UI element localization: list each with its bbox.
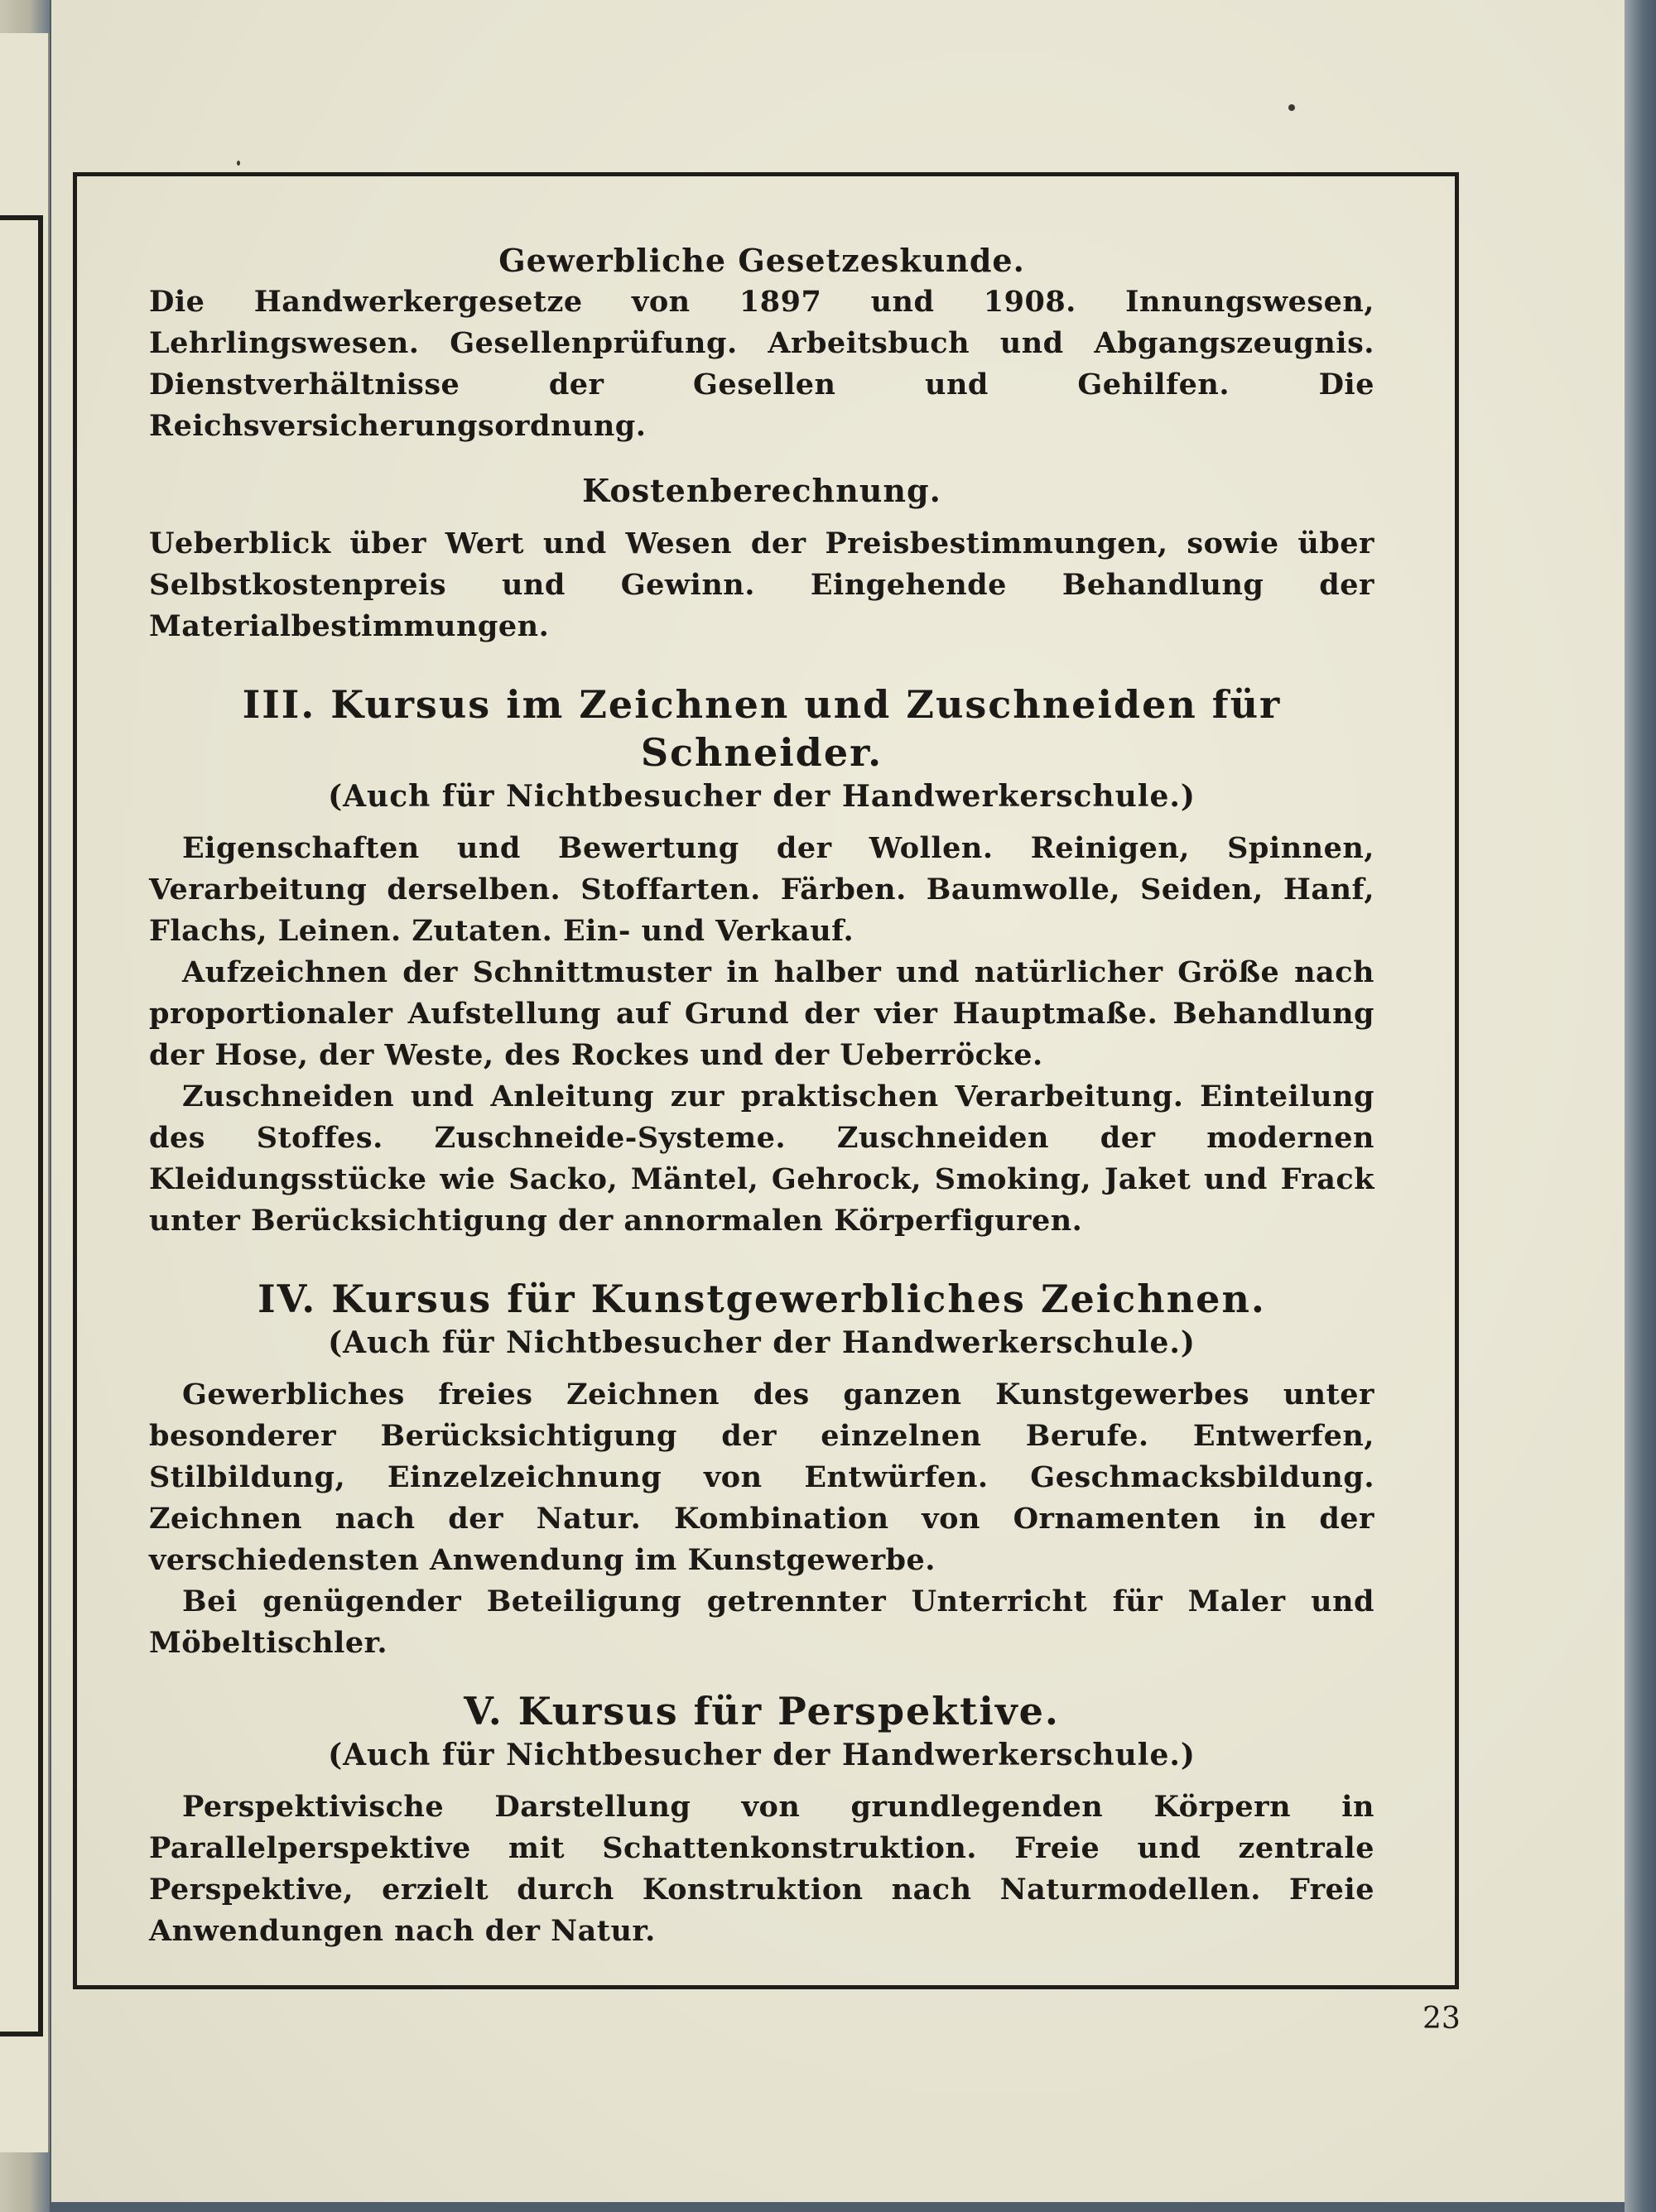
section-subheading: (Auch für Nichtbesucher der Handwerkerschule.) — [328, 1325, 1196, 1360]
section-subheading: (Auch für Nichtbesucher der Handwerkerschule.) — [328, 1738, 1196, 1772]
right-page-edge — [1625, 0, 1656, 2212]
section-heading: V. Kursus für Perspektive. — [464, 1689, 1060, 1734]
section-paragraph: Die Handwerkergesetze von 1897 und 1908. Innungswesen, Lehrlingswesen. Gesellenprüfung. Arbeitsbuch und Abgangszeugnis. Dienstverhältnisse der Gesellen und Gehilfen. Die Reichsversicherungsordnung. — [149, 285, 1374, 443]
left-page-frame — [0, 215, 43, 2036]
section-gewerbliche-gesetzeskunde — [149, 240, 1374, 447]
left-page-edge — [0, 33, 50, 2152]
section-paragraph: Perspektivische Darstellung von grundlegenden Körpern in Parallelperspektive mit Schattenkonstruktion. Freie und zentrale Perspektive, erzielt durch Konstruktion nach Naturmodellen. Freie Anwendungen nach der Natur. — [149, 1790, 1374, 1948]
section-paragraph: Bei genügender Beteiligung getrennter Unterricht für Maler und Möbeltischler. — [149, 1584, 1374, 1660]
section-paragraph: Zuschneiden und Anleitung zur praktischen Verarbeitung. Einteilung des Stoffes. Zuschneide-Systeme. Zuschneiden der modernen Kleidungsstücke wie Sacko, Mäntel, Gehrock, Smoking, Jaket und Frack unter Berücksichtigung der annormalen Körperfiguren. — [149, 1080, 1374, 1238]
section-heading: Kostenberechnung. — [582, 472, 941, 509]
section-paragraph: Gewerbliches freies Zeichnen des ganzen Kunstgewerbes unter besonderer Berücksichtigung der einzelnen Berufe. Entwerfen, Stilbildung, Einzelzeichnung von Entwürfen. Geschmacksbildung. Zeichnen nach der Natur. Kombination von Ornamenten in der verschiedensten Anwendung im Kunstgewerbe. — [149, 1378, 1374, 1577]
section-kostenberechnung — [149, 470, 1374, 647]
section-subheading: (Auch für Nichtbesucher der Handwerkerschule.) — [328, 779, 1196, 814]
section-heading: IV. Kursus für Kunstgewerbliches Zeichnen. — [258, 1277, 1266, 1321]
section-paragraph: Ueberblick über Wert und Wesen der Preisbestimmungen, sowie über Selbstkostenpreis und Gewinn. Eingehende Behandlung der Materialbestimmungen. — [149, 527, 1374, 643]
section-heading: Gewerbliche Gesetzeskunde. — [498, 242, 1025, 279]
section-kursus-iii — [149, 680, 1374, 1242]
paper-speck — [237, 161, 240, 166]
section-paragraph: Aufzeichnen der Schnittmuster in halber und natürlicher Größe nach proportionaler Aufstellung auf Grund der vier Hauptmaße. Behandlung der Hose, der Weste, des Rockes und der Ueberröcke. — [149, 955, 1374, 1072]
section-kursus-v — [149, 1687, 1374, 1952]
section-kursus-iv — [149, 1275, 1374, 1664]
paper-speck — [1288, 104, 1295, 111]
section-paragraph: Eigenschaften und Bewertung der Wollen. Reinigen, Spinnen, Verarbeitung derselben. Stoffarten. Färben. Baumwolle, Seiden, Hanf, Flachs, Leinen. Zutaten. Ein- und Verkauf. — [149, 831, 1374, 948]
section-heading: III. Kursus im Zeichnen und Zuschneiden für Schneider. — [242, 682, 1282, 775]
page-number: 23 — [1423, 2002, 1461, 2036]
page-content — [149, 240, 1374, 1952]
